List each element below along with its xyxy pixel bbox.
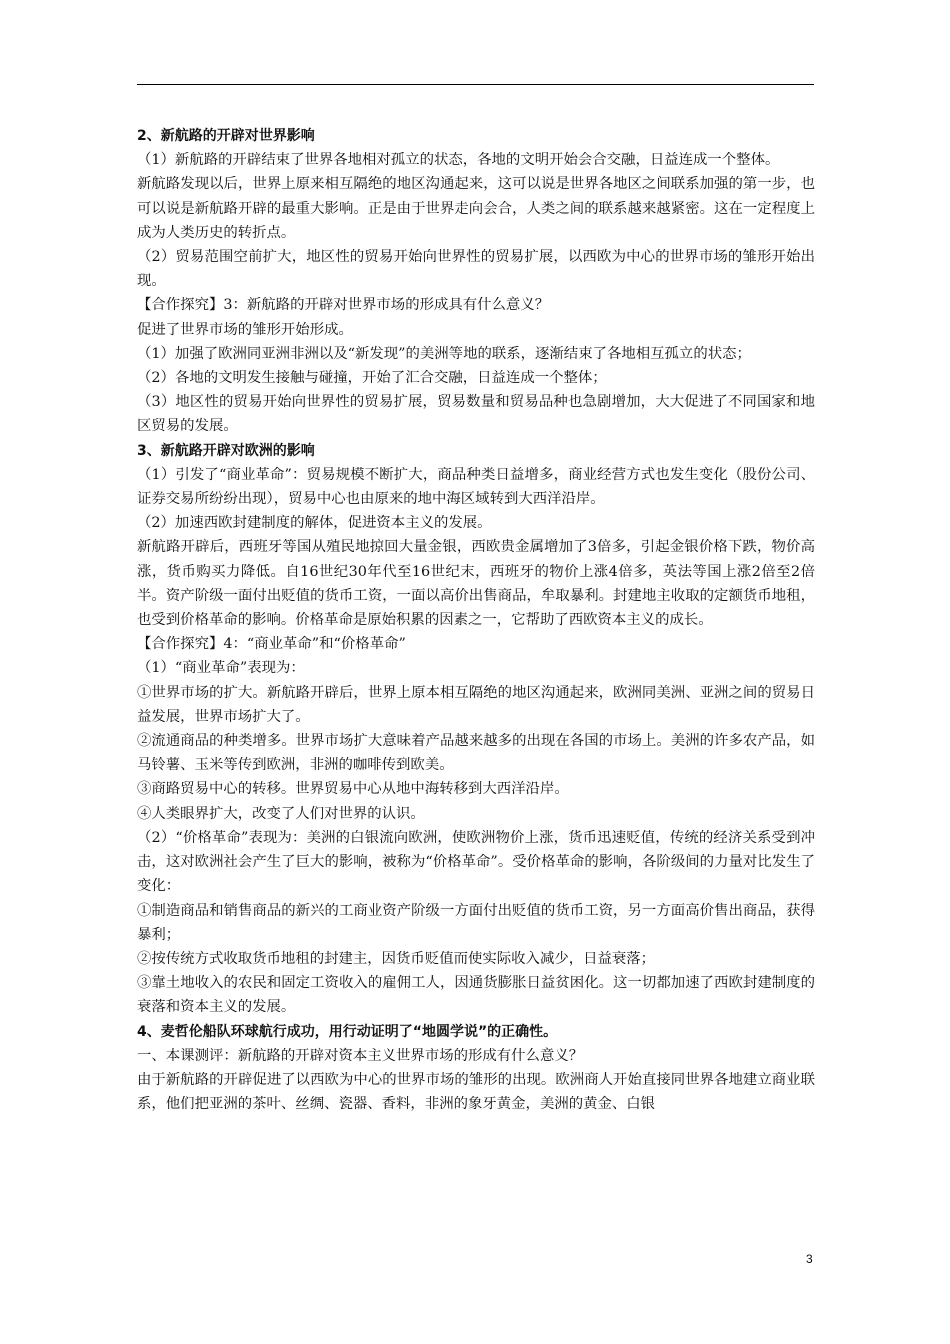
page-number: 3: [806, 1252, 813, 1266]
paragraph: ③靠土地收入的农民和固定工资收入的雇佣工人，因通货膨胀日益贫困化。这一切都加速了西欧封建制度的衰落和资本主义的发展。: [137, 975, 815, 1016]
paragraph: ②流通商品的种类增多。世界市场扩大意味着产品越来越多的出现在各国的市场上。美洲的许多农产品，如马铃薯、玉米等传到欧洲，非洲的咖啡传到欧美。: [137, 733, 815, 774]
paragraph: （1）引发了“商业革命”：贸易规模不断扩大，商品种类日益增多，商业经营方式也发生变化（股份公司、证券交易所纷纷出现），贸易中心也由原来的地中海区域转到大西洋沿岸。: [137, 466, 815, 508]
paragraph: 由于新航路的开辟促进了以西欧为中心的世界市场的雏形的出现。欧洲商人开始直接同世界各地建立商业联系，他们把亚洲的茶叶、丝绸、瓷器、香料，非洲的象牙黄金，美洲的黄金、白银: [137, 1071, 815, 1113]
paragraph: 一、本课测评：新航路的开辟对资本主义世界市场的形成有什么意义？: [137, 1047, 584, 1064]
paragraph: 【合作探究】3：新航路的开辟对世界市场的形成具有什么意义？: [137, 297, 550, 314]
paragraph: （3）地区性的贸易开始向世界性的贸易扩展，贸易数量和贸易品种也急剧增加，大大促进了不同国家和地区贸易的发展。: [137, 394, 815, 435]
document-body: [137, 124, 815, 1116]
paragraph: 新航路发现以后，世界上原来相互隔绝的地区沟通起来，这可以说是世界各地区之间联系加强的第一步，也可以说是新航路开辟的最重大影响。正是由于世界走向会合，人类之间的联系越来越紧密。这在一定程度上成为人类历史的转折点。: [137, 176, 815, 241]
paragraph: ①世界市场的扩大。新航路开辟后，世界上原本相互隔绝的地区沟通起来，欧洲同美洲、亚洲之间的贸易日益发展，世界市场扩大了。: [137, 684, 815, 725]
paragraph: ③商路贸易中心的转移。世界贸易中心从地中海转移到大西洋沿岸。: [137, 781, 569, 798]
paragraph: ④人类眼界扩大，改变了人们对世界的认识。: [137, 805, 425, 822]
section-heading: 4、麦哲伦船队环球航行成功，用行动证明了“地圆学说”的正确性。: [137, 1023, 558, 1040]
paragraph: （2）“价格革命”表现为：美洲的白银流向欧洲，使欧洲物价上涨，货币迅速贬值，传统的经济关系受到冲击，这对欧洲社会产生了巨大的影响，被称为“价格革命”。受价格革命的影响，各阶级间的力量对比发生了变化：: [137, 829, 815, 895]
paragraph: （2）各地的文明发生接触与碰撞，开始了汇合交融，日益连成一个整体；: [137, 370, 607, 387]
paragraph: 新航路开辟后，西班牙等国从殖民地掠回大量金银，西欧贵金属增加了3倍多，引起金银价格下跌，物价高涨，货币购买力降低。自16世纪30年代至16世纪末，西班牙的物价上涨4倍多，英法等国上涨2倍至2倍半。资产阶级一面付出贬值的货币工资，一面以高价出售商品，牟取暴利。封建地主收取的定额货币地租，也受到价格革命的影响。价格革命是原始积累的因素之一，它帮助了西欧资本主义的成长。: [137, 539, 815, 629]
paragraph: 【合作探究】4：“商业革命”和“价格革命”: [137, 636, 406, 653]
paragraph: （1）“商业革命”表现为：: [137, 660, 305, 677]
section-heading: 2、新航路的开辟对世界影响: [137, 128, 315, 144]
section-heading: 3、新航路开辟对欧洲的影响: [137, 442, 315, 459]
paragraph: （2）加速西欧封建制度的解体，促进资本主义的发展。: [137, 515, 492, 532]
header-rule: [137, 84, 814, 85]
paragraph: ②按传统方式收取货币地租的封建主，因货币贬值而使实际收入减少，日益衰落；: [137, 950, 656, 967]
paragraph: （2）贸易范围空前扩大，地区性的贸易开始向世界性的贸易扩展，以西欧为中心的世界市场的雏形开始出现。: [137, 249, 815, 290]
paragraph: （1）新航路的开辟结束了世界各地相对孤立的状态，各地的文明开始会合交融，日益连成一个整体。: [137, 152, 780, 169]
paragraph: （1）加强了欧洲同亚洲非洲以及“新发现”的美洲等地的联系，逐渐结束了各地相互孤立的状态；: [137, 345, 751, 362]
paragraph: ①制造商品和销售商品的新兴的工商业资产阶级一方面付出贬值的货币工资，另一方面高价售出商品，获得暴利；: [137, 902, 815, 943]
paragraph: 促进了世界市场的雏形开始形成。: [137, 321, 353, 338]
